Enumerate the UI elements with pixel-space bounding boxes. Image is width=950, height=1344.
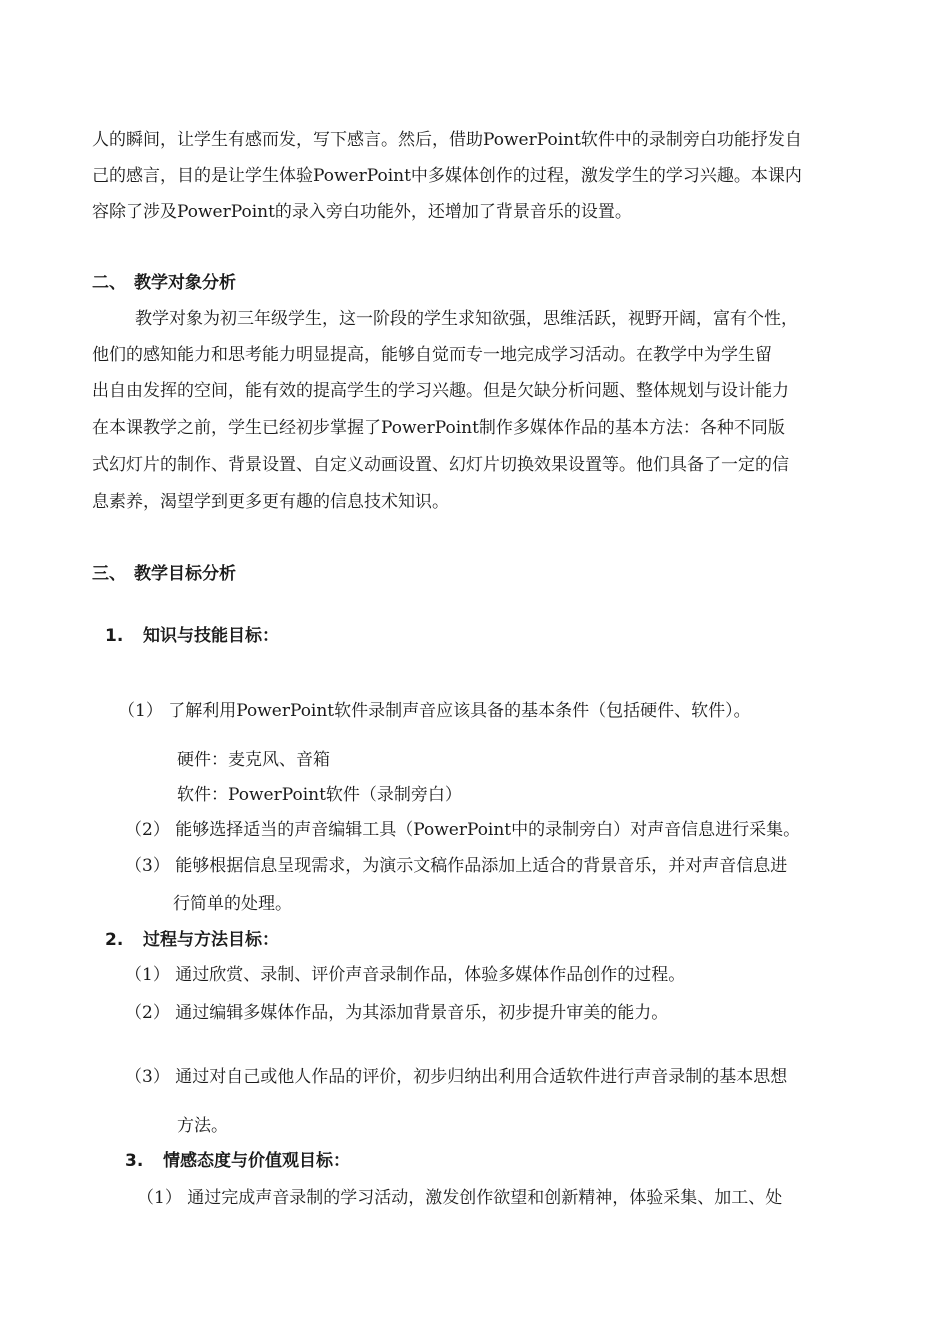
paragraph-line: 在本课教学之前，学生已经初步掌握了PowerPoint制作多媒体作品的基本方法：各种不同版	[92, 418, 785, 438]
list-item: （3） 能够根据信息呈现需求，为演示文稿作品添加上适合的背景音乐，并对声音信息进	[125, 856, 788, 876]
section-title: 教学目标分析	[134, 564, 236, 584]
section-title: 教学对象分析	[134, 273, 236, 293]
paragraph-line: 他们的感知能力和思考能力明显提高，能够自觉而专一地完成学习活动。在教学中为学生留	[92, 345, 772, 365]
list-item: （1） 了解利用PowerPoint软件录制声音应该具备的基本条件（包括硬件、软件）。	[118, 701, 751, 721]
section-heading	[92, 273, 236, 293]
subsection-heading	[105, 930, 279, 950]
list-subitem: 硬件：麦克风、音箱	[177, 750, 330, 770]
list-item-continuation: 方法。	[177, 1116, 228, 1136]
list-item-continuation: 行简单的处理。	[173, 894, 292, 914]
subsection-number: 3.	[125, 1151, 144, 1171]
section-number: 二、	[92, 273, 126, 293]
paragraph-line: 己的感言，目的是让学生体验PowerPoint中多媒体创作的过程，激发学生的学习兴趣。本课内	[92, 166, 802, 186]
list-item: （1） 通过欣赏、录制、评价声音录制作品，体验多媒体作品创作的过程。	[125, 965, 686, 985]
paragraph-line: 人的瞬间，让学生有感而发，写下感言。然后，借助PowerPoint软件中的录制旁白功能抒发自	[92, 130, 802, 150]
subsection-heading	[125, 1151, 350, 1171]
subsection-title: 情感态度与价值观目标：	[163, 1151, 350, 1171]
list-item: （2） 通过编辑多媒体作品，为其添加背景音乐，初步提升审美的能力。	[125, 1003, 669, 1023]
subsection-title: 知识与技能目标：	[143, 626, 279, 646]
list-item: （2） 能够选择适当的声音编辑工具（PowerPoint中的录制旁白）对声音信息进行采集。	[125, 820, 801, 840]
list-subitem: 软件：PowerPoint软件（录制旁白）	[177, 785, 462, 805]
paragraph-line: 式幻灯片的制作、背景设置、自定义动画设置、幻灯片切换效果设置等。他们具备了一定的信	[92, 455, 789, 475]
section-heading	[92, 564, 236, 584]
subsection-number: 2.	[105, 930, 124, 950]
subsection-number: 1.	[105, 626, 124, 646]
list-item: （3） 通过对自己或他人作品的评价，初步归纳出利用合适软件进行声音录制的基本思想	[125, 1067, 788, 1087]
list-item: （1） 通过完成声音录制的学习活动，激发创作欲望和创新精神，体验采集、加工、处	[137, 1188, 783, 1208]
paragraph-line: 容除了涉及PowerPoint的录入旁白功能外，还增加了背景音乐的设置。	[92, 202, 632, 222]
subsection-title: 过程与方法目标：	[143, 930, 279, 950]
paragraph-line: 息素养，渴望学到更多更有趣的信息技术知识。	[92, 492, 449, 512]
subsection-heading	[105, 626, 279, 646]
section-number: 三、	[92, 564, 126, 584]
paragraph-line: 教学对象为初三年级学生，这一阶段的学生求知欲强，思维活跃，视野开阔，富有个性，	[135, 309, 798, 329]
paragraph-line: 出自由发挥的空间，能有效的提高学生的学习兴趣。但是欠缺分析问题、整体规划与设计能力	[92, 381, 789, 401]
